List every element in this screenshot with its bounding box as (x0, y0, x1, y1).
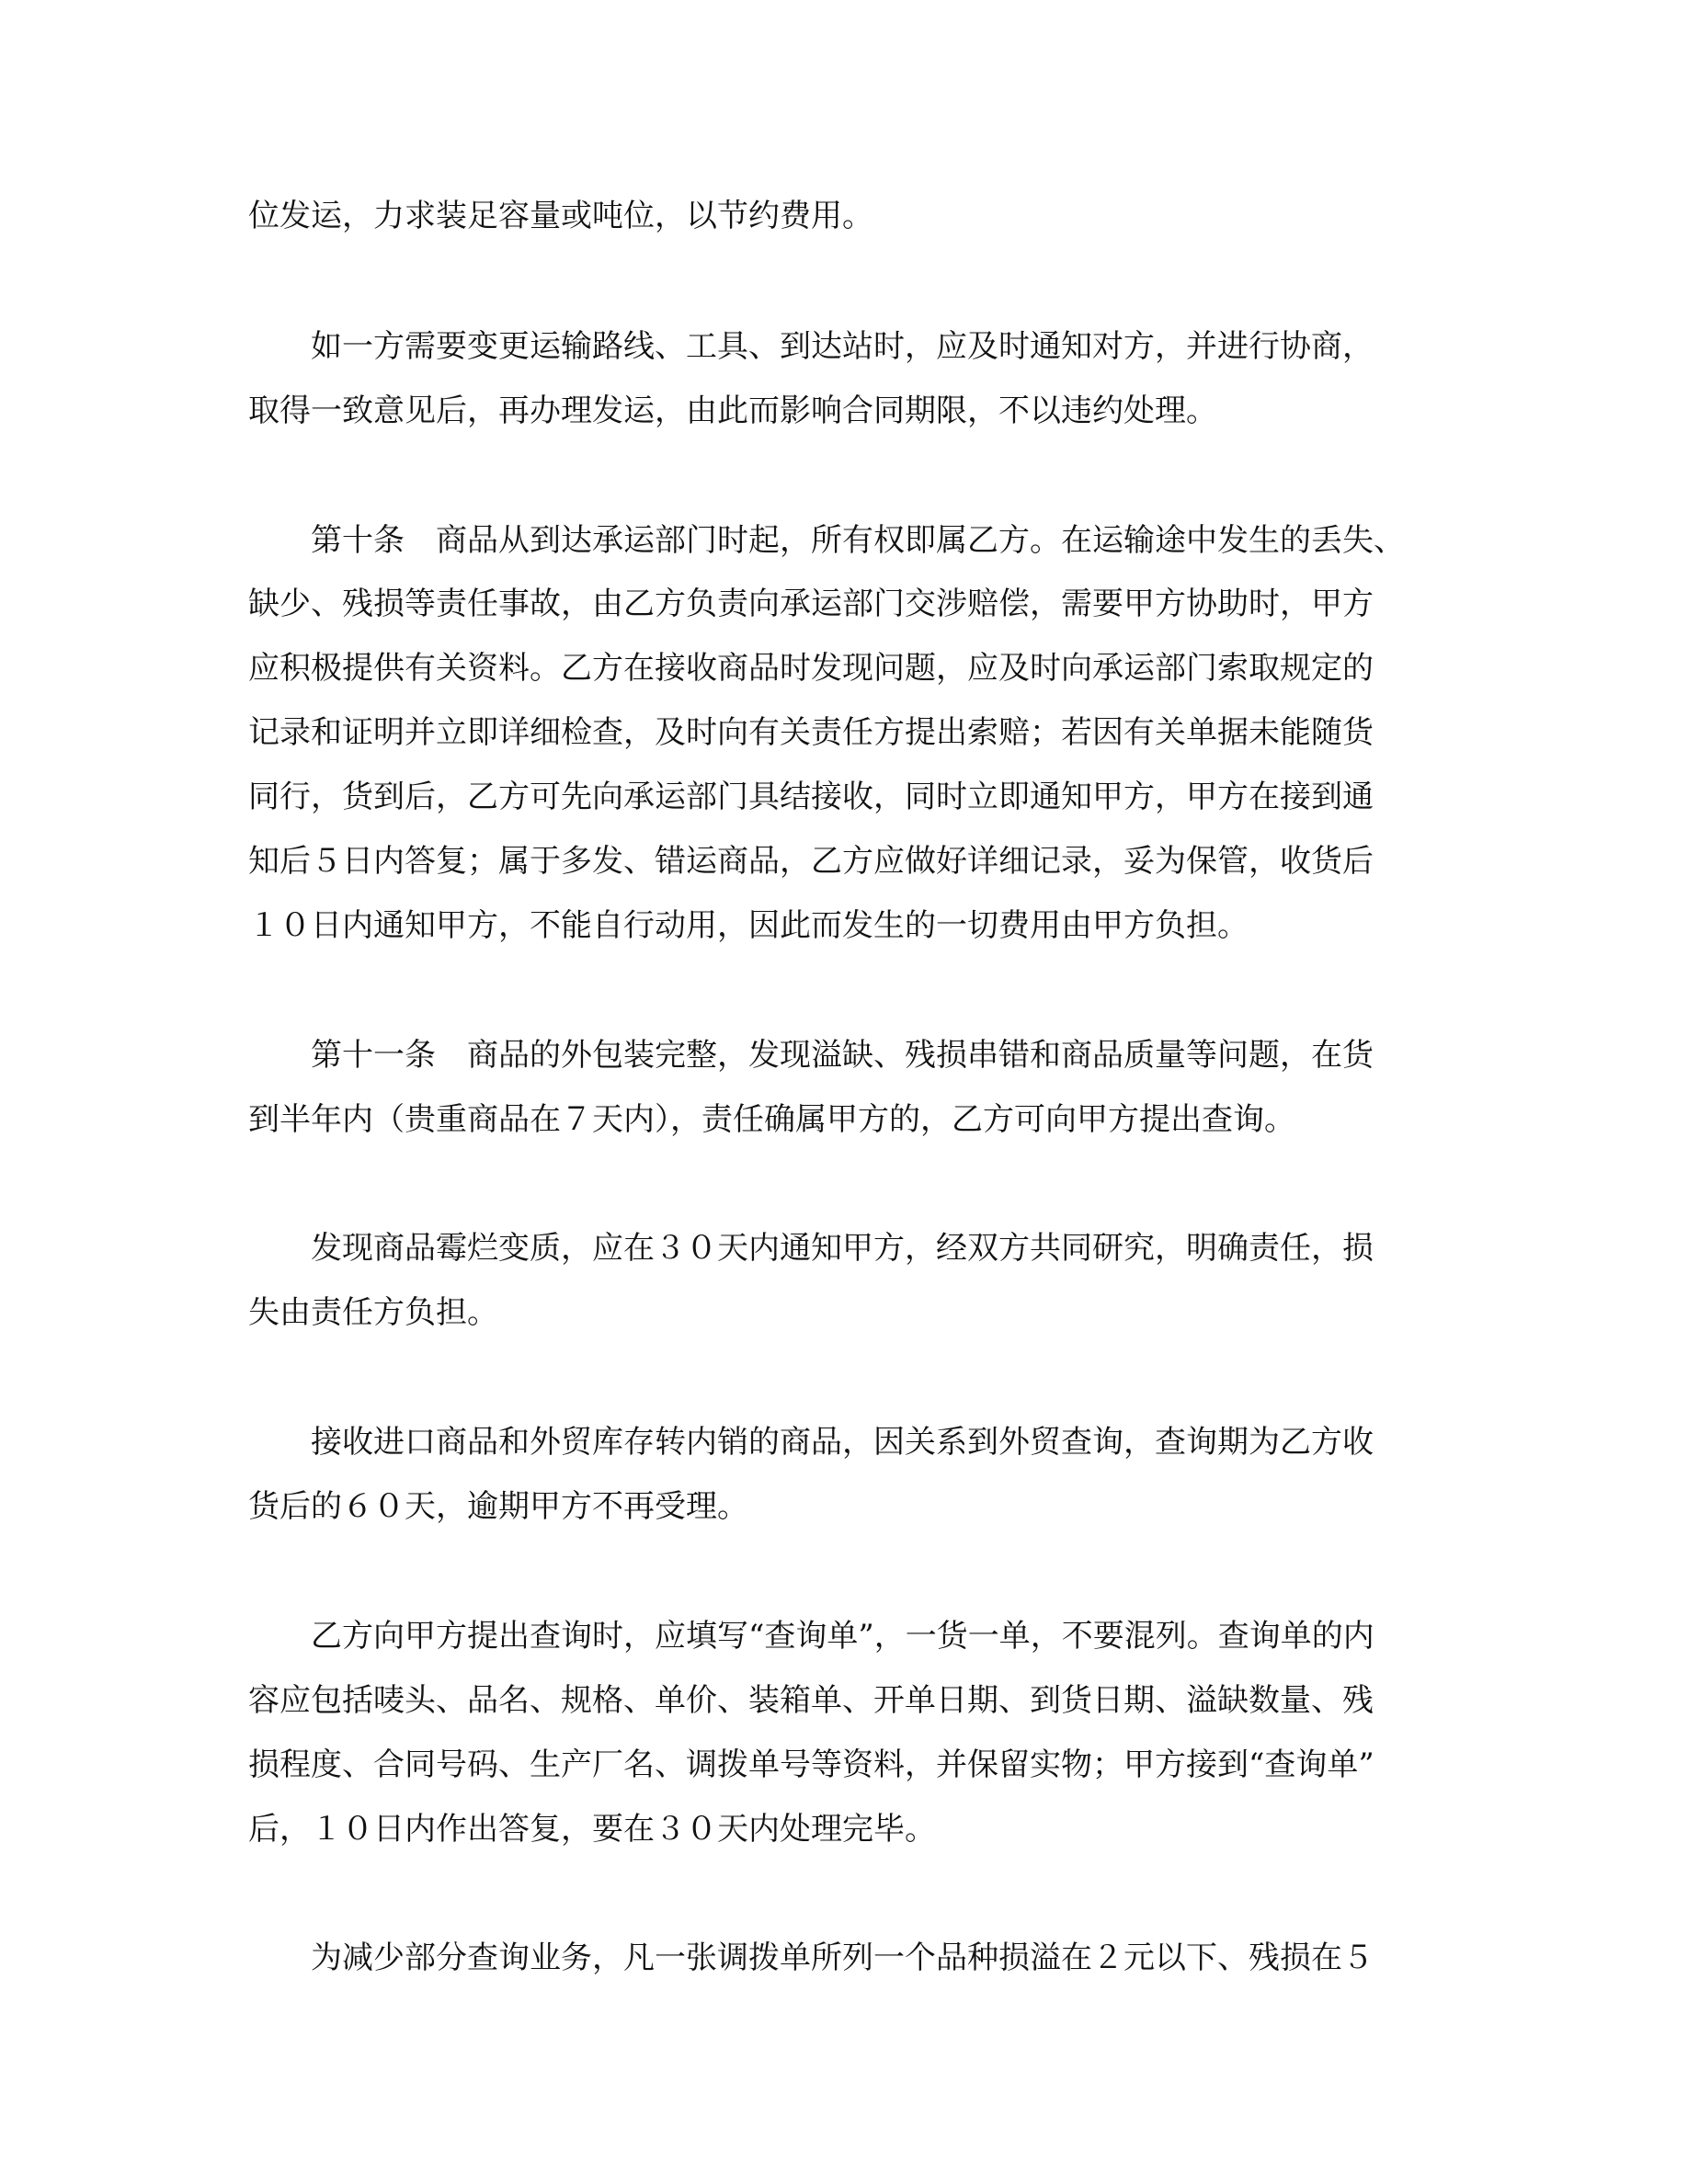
text-line: 为减少部分查询业务，凡一张调拨单所列一个品种损溢在２元以下、残损在５ (248, 1939, 1374, 1976)
text-line: 第十一条 商品的外包装完整，发现溢缺、残损串错和商品质量等问题，在货 (248, 1037, 1374, 1074)
text-line: 后，１０日内作出答复，要在３０天内处理完毕。 (248, 1811, 936, 1848)
text-line: 乙方向甲方提出查询时，应填写“查询单”，一货一单，不要混列。查询单的内 (248, 1618, 1374, 1655)
text-line: 知后５日内答复；属于多发、错运商品，乙方应做好详细记录，妥为保管，收货后 (248, 843, 1374, 880)
text-line: 取得一致意见后，再办理发运，由此而影响合同期限，不以违约处理。 (248, 392, 1217, 429)
text-line: 如一方需要变更运输路线、工具、到达站时，应及时通知对方，并进行协商， (248, 328, 1374, 365)
text-line: 失由责任方负担。 (248, 1294, 498, 1331)
text-line: 发现商品霉烂变质，应在３０天内通知甲方，经双方共同研究，明确责任，损 (248, 1230, 1374, 1267)
text-line: 缺少、残损等责任事故，由乙方负责向承运部门交涉赔偿，需要甲方协助时，甲方 (248, 586, 1374, 622)
text-line: 货后的６０天，逾期甲方不再受理。 (248, 1488, 748, 1525)
text-line: 接收进口商品和外贸库存转内销的商品，因关系到外贸查询，查询期为乙方收 (248, 1424, 1374, 1461)
text-line: 记录和证明并立即详细检查，及时向有关责任方提出索赔；若因有关单据未能随货 (248, 714, 1374, 751)
text-line: 第十条 商品从到达承运部门时起，所有权即属乙方。在运输途中发生的丢失、 (248, 522, 1405, 559)
text-line: １０日内通知甲方，不能自行动用，因此而发生的一切费用由甲方负担。 (248, 907, 1249, 944)
text-line: 应积极提供有关资料。乙方在接收商品时发现问题，应及时向承运部门索取规定的 (248, 650, 1374, 687)
text-line: 同行，货到后，乙方可先向承运部门具结接收，同时立即通知甲方，甲方在接到通 (248, 779, 1374, 815)
text-line: 位发运，力求装足容量或吨位，以节约费用。 (248, 198, 873, 234)
document-body (248, 0, 1443, 2184)
text-line: 到半年内（贵重商品在７天内），责任确属甲方的，乙方可向甲方提出查询。 (248, 1101, 1295, 1138)
text-line: 损程度、合同号码、生产厂名、调拨单号等资料，并保留实物；甲方接到“查询单” (248, 1746, 1374, 1783)
text-line: 容应包括唛头、品名、规格、单价、装箱单、开单日期、到货日期、溢缺数量、残 (248, 1682, 1374, 1719)
